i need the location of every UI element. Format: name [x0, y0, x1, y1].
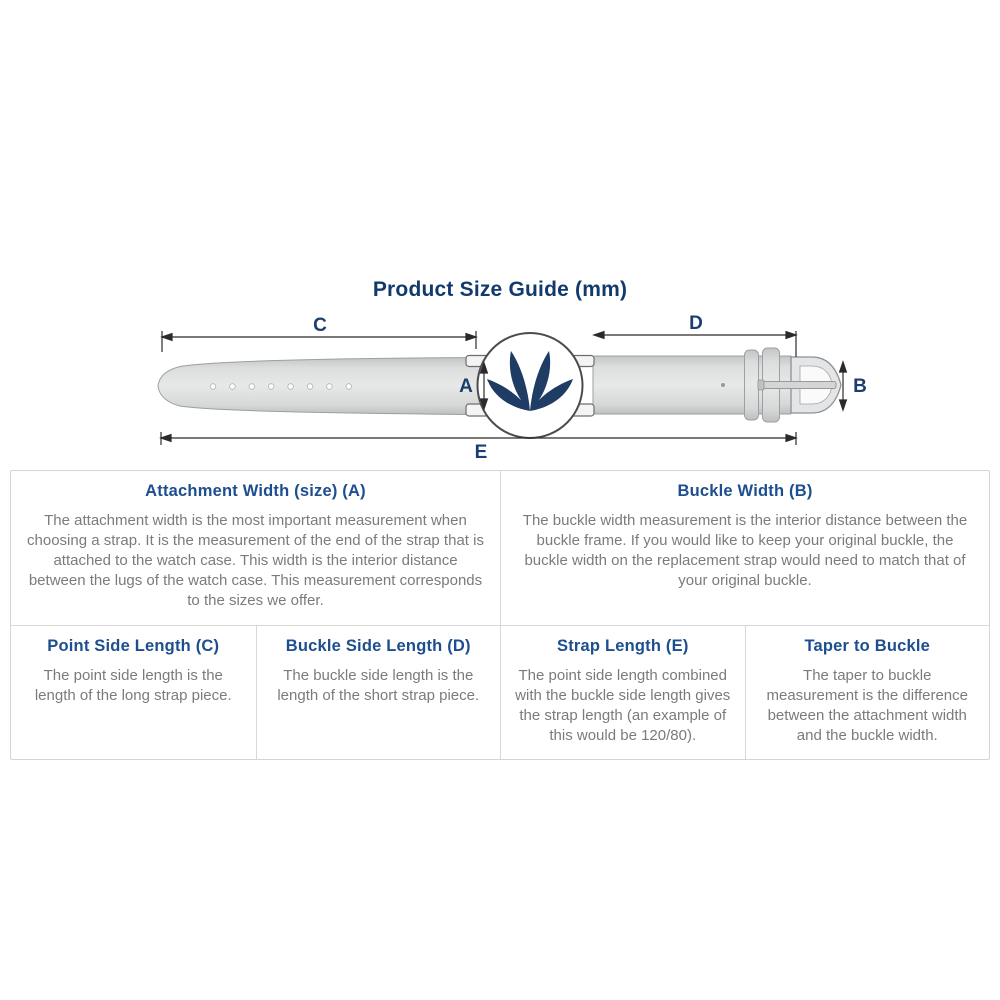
strap-keeper [745, 350, 759, 420]
cell-heading: Point Side Length (C) [47, 636, 220, 655]
table-row [11, 471, 989, 626]
cell-heading: Taper to Buckle [804, 636, 931, 655]
cell-buckle-width [500, 471, 989, 625]
page-title: Product Size Guide (mm) [372, 278, 628, 301]
cell-heading: Strap Length (E) [556, 636, 689, 655]
size-guide-table [10, 470, 990, 760]
cell-heading: Buckle Width (B) [677, 482, 813, 500]
cell-description: The point side length combined with the buckle side length gives the strap length (an example of this would be 120/80). [515, 666, 731, 744]
cell-heading: Buckle Side Length (D) [285, 636, 471, 655]
dimension-label-c: C [313, 315, 327, 336]
cell-description: The buckle width measurement is the interior distance between the buckle frame. If you would like to keep your original buckle, the buckle width on the replacement strap would need to match that of your original buckle. [522, 512, 968, 589]
cell-strap-length [500, 626, 745, 760]
dimension-label-a: A [459, 376, 473, 397]
cell-description: The attachment width is the most important measurement when choosing a strap. It is the measurement of the end of the strap that is attached to the watch case. This width is the interior distance between the lugs of the watch case. This measurement corresponds to the sizes we offer. [27, 512, 484, 609]
cell-point-side-length [11, 626, 256, 760]
dimension-label-e: E [474, 442, 488, 460]
strap-point-side [158, 358, 480, 415]
cell-buckle-side-length [256, 626, 501, 760]
cell-taper-to-buckle [745, 626, 990, 760]
cell-description: The buckle side length is the length of the short strap piece. [277, 666, 480, 704]
strap-size-diagram [0, 300, 1000, 460]
dimension-label-d: D [689, 313, 703, 334]
table-row [11, 626, 989, 760]
dimension-label-b: B [853, 376, 867, 397]
cell-heading: Attachment Width (size) (A) [145, 482, 366, 500]
cell-description: The point side length is the length of the long strap piece. [34, 666, 232, 704]
cell-description: The taper to buckle measurement is the difference between the attachment width and the buckle width. [766, 666, 968, 744]
buckle-pin [760, 382, 836, 389]
cell-attachment-width [11, 471, 500, 625]
